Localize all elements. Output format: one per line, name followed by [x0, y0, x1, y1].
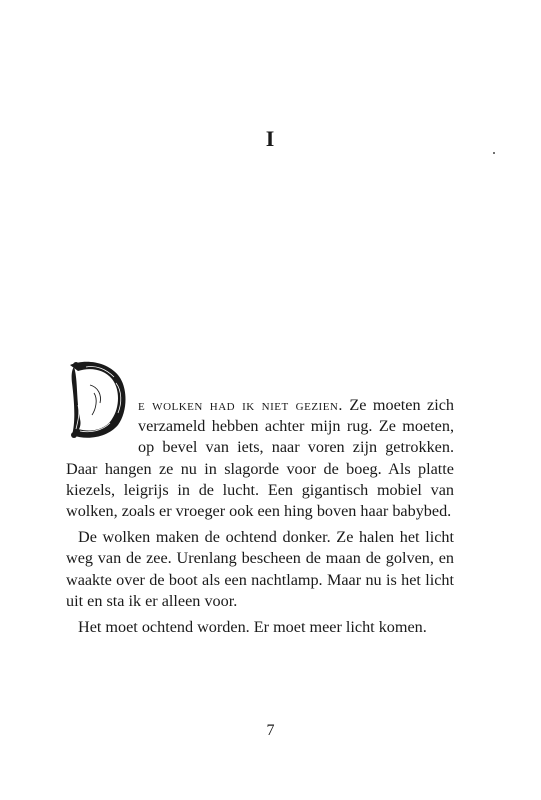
paragraph-2: De wolken maken de ochtend donker. Ze halen het licht weg van de zee. Urenlang bescheen de maan de golven, en waakte over de boot als een nachtlamp. Maar nu is het licht uit en sta ik er alleen voor.	[66, 528, 454, 610]
chapter-body	[66, 395, 454, 643]
dropcap-d-ornament	[66, 359, 130, 441]
scan-speck	[493, 152, 495, 154]
paragraph-3: Het moet ochtend worden. Er moet meer licht komen.	[78, 618, 427, 637]
opening-rest: Ze moeten zich verzameld hebben achter mijn rug. Ze moeten, op bevel van iets, naar voren zijn getrokken. Daar hangen ze nu in slagorde voor de boeg. Als platte kiezels, leigrijs in de lucht. Een gigantisch mobiel van wolken, zoals er vroeger ook een hing boven haar babybed.	[66, 396, 454, 521]
paragraph-1	[66, 395, 454, 522]
opening-smallcaps: e wolken had ik niet gezien.	[138, 396, 343, 414]
chapter-number: I	[265, 126, 276, 151]
page-number: 7	[266, 722, 275, 739]
